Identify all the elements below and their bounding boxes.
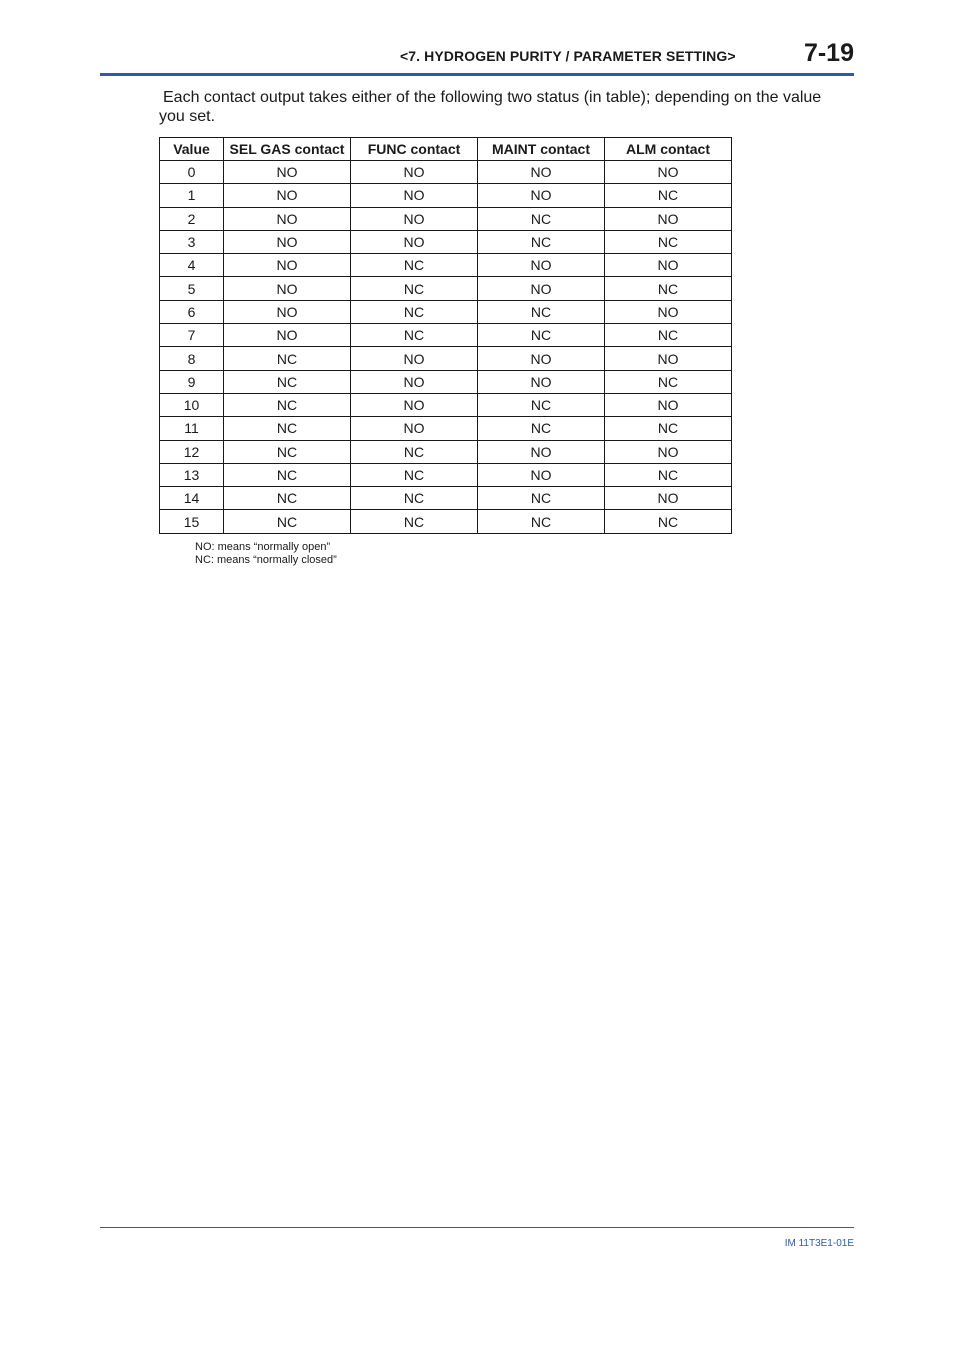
table-row xyxy=(160,207,732,230)
section-title: <7. HYDROGEN PURITY / PARAMETER SETTING> xyxy=(400,48,736,64)
cell-alm: NO xyxy=(605,207,732,230)
table-body xyxy=(160,161,732,534)
cell-sel-gas: NO xyxy=(224,254,351,277)
cell-alm: NC xyxy=(605,463,732,486)
cell-func: NO xyxy=(351,370,478,393)
cell-value: 4 xyxy=(160,254,224,277)
cell-alm: NO xyxy=(605,440,732,463)
cell-alm: NC xyxy=(605,417,732,440)
header-func: FUNC contact xyxy=(351,138,478,161)
cell-alm: NC xyxy=(605,370,732,393)
cell-alm: NO xyxy=(605,300,732,323)
footer-divider xyxy=(100,1227,854,1228)
cell-alm: NO xyxy=(605,487,732,510)
contact-status-table xyxy=(159,137,732,534)
table-row xyxy=(160,254,732,277)
cell-value: 15 xyxy=(160,510,224,533)
cell-value: 6 xyxy=(160,300,224,323)
header-value: Value xyxy=(160,138,224,161)
header-alm: ALM contact xyxy=(605,138,732,161)
table-row xyxy=(160,393,732,416)
cell-func: NC xyxy=(351,254,478,277)
cell-func: NC xyxy=(351,324,478,347)
table-row xyxy=(160,161,732,184)
cell-maint: NC xyxy=(478,324,605,347)
cell-sel-gas: NO xyxy=(224,207,351,230)
table-row xyxy=(160,440,732,463)
cell-sel-gas: NC xyxy=(224,393,351,416)
cell-func: NC xyxy=(351,277,478,300)
header-divider xyxy=(100,73,854,76)
cell-maint: NO xyxy=(478,184,605,207)
cell-func: NO xyxy=(351,184,478,207)
cell-alm: NC xyxy=(605,277,732,300)
cell-func: NC xyxy=(351,510,478,533)
table-notes xyxy=(195,541,337,567)
cell-func: NO xyxy=(351,230,478,253)
cell-alm: NC xyxy=(605,230,732,253)
cell-sel-gas: NC xyxy=(224,417,351,440)
cell-func: NO xyxy=(351,161,478,184)
document-number: IM 11T3E1-01E xyxy=(784,1238,854,1249)
cell-maint: NC xyxy=(478,487,605,510)
cell-maint: NO xyxy=(478,347,605,370)
cell-maint: NC xyxy=(478,417,605,440)
cell-maint: NO xyxy=(478,463,605,486)
table-row xyxy=(160,463,732,486)
cell-maint: NC xyxy=(478,510,605,533)
note-nc: NC: means “normally closed” xyxy=(195,554,337,566)
table-row xyxy=(160,300,732,323)
cell-func: NC xyxy=(351,440,478,463)
cell-sel-gas: NC xyxy=(224,510,351,533)
cell-sel-gas: NO xyxy=(224,277,351,300)
table-row xyxy=(160,230,732,253)
cell-value: 11 xyxy=(160,417,224,440)
cell-sel-gas: NO xyxy=(224,161,351,184)
table-row xyxy=(160,277,732,300)
cell-func: NC xyxy=(351,300,478,323)
cell-alm: NO xyxy=(605,347,732,370)
cell-value: 9 xyxy=(160,370,224,393)
table-row xyxy=(160,347,732,370)
cell-alm: NC xyxy=(605,184,732,207)
cell-maint: NO xyxy=(478,277,605,300)
cell-value: 7 xyxy=(160,324,224,347)
cell-value: 12 xyxy=(160,440,224,463)
cell-maint: NO xyxy=(478,440,605,463)
cell-func: NC xyxy=(351,487,478,510)
cell-alm: NC xyxy=(605,510,732,533)
cell-maint: NC xyxy=(478,207,605,230)
cell-value: 1 xyxy=(160,184,224,207)
cell-value: 3 xyxy=(160,230,224,253)
table-row xyxy=(160,417,732,440)
cell-maint: NC xyxy=(478,300,605,323)
cell-func: NO xyxy=(351,393,478,416)
cell-maint: NC xyxy=(478,393,605,416)
cell-func: NO xyxy=(351,417,478,440)
table-row xyxy=(160,184,732,207)
table-row xyxy=(160,370,732,393)
table-row xyxy=(160,510,732,533)
cell-sel-gas: NC xyxy=(224,370,351,393)
note-no: NO: means “normally open” xyxy=(195,541,331,553)
cell-sel-gas: NC xyxy=(224,463,351,486)
cell-sel-gas: NO xyxy=(224,300,351,323)
cell-maint: NO xyxy=(478,254,605,277)
cell-sel-gas: NC xyxy=(224,487,351,510)
cell-alm: NO xyxy=(605,393,732,416)
intro-paragraph xyxy=(159,88,839,126)
cell-sel-gas: NC xyxy=(224,440,351,463)
cell-value: 13 xyxy=(160,463,224,486)
cell-func: NC xyxy=(351,463,478,486)
cell-maint: NO xyxy=(478,370,605,393)
cell-value: 14 xyxy=(160,487,224,510)
cell-value: 10 xyxy=(160,393,224,416)
intro-line-2: you set. xyxy=(159,108,216,125)
cell-value: 0 xyxy=(160,161,224,184)
cell-sel-gas: NC xyxy=(224,347,351,370)
cell-alm: NC xyxy=(605,324,732,347)
table-header-row xyxy=(160,138,732,161)
cell-value: 8 xyxy=(160,347,224,370)
cell-alm: NO xyxy=(605,161,732,184)
cell-func: NO xyxy=(351,207,478,230)
page-number: 7-19 xyxy=(803,39,854,67)
cell-maint: NC xyxy=(478,230,605,253)
cell-sel-gas: NO xyxy=(224,324,351,347)
cell-maint: NO xyxy=(478,161,605,184)
cell-sel-gas: NO xyxy=(224,230,351,253)
header-sel-gas: SEL GAS contact xyxy=(224,138,351,161)
header-maint: MAINT contact xyxy=(478,138,605,161)
table-row xyxy=(160,487,732,510)
cell-func: NO xyxy=(351,347,478,370)
cell-alm: NO xyxy=(605,254,732,277)
intro-line-1: Each contact output takes either of the following two status (in table); depending on the value xyxy=(163,89,822,106)
cell-value: 2 xyxy=(160,207,224,230)
cell-sel-gas: NO xyxy=(224,184,351,207)
cell-value: 5 xyxy=(160,277,224,300)
table-row xyxy=(160,324,732,347)
